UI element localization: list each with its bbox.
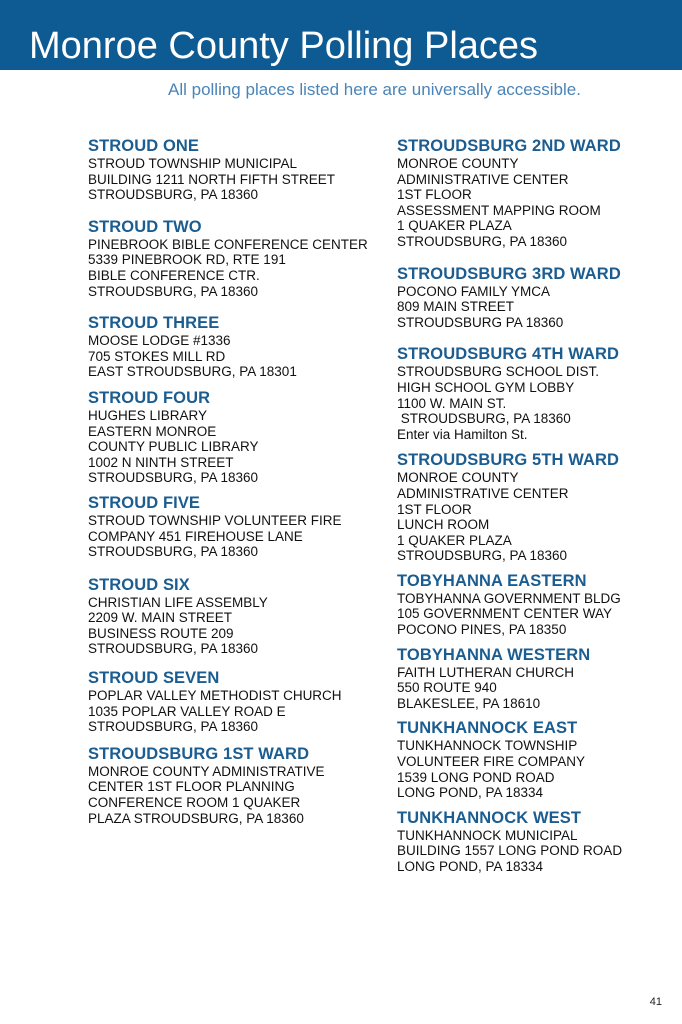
polling-place-entry — [88, 314, 380, 380]
polling-place-name: TUNKHANNOCK WEST — [397, 808, 582, 827]
address-line: MOOSE LODGE #1336 — [88, 333, 231, 349]
address-line: 550 ROUTE 940 — [397, 680, 497, 696]
polling-place-entry — [88, 137, 380, 203]
header-banner — [0, 0, 682, 70]
address-line: STROUDSBURG, PA 18360 — [88, 187, 259, 203]
polling-place-entry — [88, 389, 380, 486]
address-line: MONROE COUNTY — [397, 156, 519, 171]
address-line: COMPANY 451 FIREHOUSE LANE — [88, 528, 303, 544]
address-line: CHRISTIAN LIFE ASSEMBLY — [88, 594, 268, 610]
polling-place-entry — [397, 451, 667, 564]
polling-place-name: TOBYHANNA WESTERN — [397, 645, 591, 664]
polling-place-entry — [397, 719, 667, 800]
address-line: STROUDSBURG, PA 18360 — [88, 719, 259, 735]
address-line: STROUDSBURG, PA 18360 — [397, 411, 571, 427]
address-line: STROUDSBURG, PA 18360 — [88, 470, 259, 486]
page-title: Monroe County Polling Places — [29, 25, 539, 67]
polling-place-name: STROUDSBURG 2ND WARD — [397, 137, 621, 155]
address-line: COUNTY PUBLIC LIBRARY — [88, 439, 259, 455]
address-line: STROUD TOWNSHIP MUNICIPAL — [88, 156, 298, 171]
address-line: MONROE COUNTY — [397, 470, 519, 486]
page-number: 41 — [649, 996, 662, 1008]
polling-place-entry — [397, 809, 667, 875]
polling-place-name: STROUDSBURG 3RD WARD — [397, 264, 621, 283]
polling-place-entry — [88, 494, 380, 560]
address-line: STROUDSBURG PA 18360 — [397, 314, 564, 330]
polling-place-entry — [397, 646, 667, 712]
polling-place-name: TUNKHANNOCK EAST — [397, 719, 578, 738]
polling-place-name: STROUD SIX — [88, 575, 190, 594]
address-line: 1ST FLOOR — [397, 187, 472, 203]
polling-place-entry — [397, 572, 667, 638]
address-line: POCONO FAMILY YMCA — [397, 283, 551, 299]
address-line: 105 GOVERNMENT CENTER WAY — [397, 606, 613, 622]
left-column — [88, 137, 380, 826]
address-line: Enter via Hamilton St. — [397, 426, 528, 442]
polling-place-entry — [397, 345, 667, 442]
polling-place-name: STROUDSBURG 4TH WARD — [397, 345, 620, 364]
address-line: 1 QUAKER PLAZA — [397, 532, 512, 548]
address-line: STROUDSBURG, PA 18360 — [397, 548, 568, 564]
polling-place-name: TOBYHANNA EASTERN — [397, 571, 587, 590]
address-line: LONG POND, PA 18334 — [397, 859, 544, 874]
polling-place-entry — [397, 265, 667, 331]
address-line: ADMINISTRATIVE CENTER — [397, 171, 569, 187]
address-line: STROUDSBURG, PA 18360 — [88, 641, 259, 657]
address-line: POPLAR VALLEY METHODIST CHURCH — [88, 688, 342, 704]
address-line: CENTER 1ST FLOOR PLANNING — [88, 779, 295, 795]
address-line: PINEBROOK BIBLE CONFERENCE CENTER — [88, 236, 368, 252]
address-line: BUILDING 1557 LONG POND ROAD — [397, 843, 623, 859]
polling-place-entry — [88, 745, 380, 826]
address-line: FAITH LUTHERAN CHURCH — [397, 664, 575, 680]
address-line: HIGH SCHOOL GYM LOBBY — [397, 379, 575, 395]
address-line: ADMINISTRATIVE CENTER — [397, 485, 569, 501]
address-line: TOBYHANNA GOVERNMENT BLDG — [397, 590, 621, 606]
polling-place-entry — [88, 576, 380, 657]
address-line: TUNKHANNOCK MUNICIPAL — [397, 827, 578, 843]
address-line: PLAZA STROUDSBURG, PA 18360 — [88, 810, 304, 826]
polling-place-name: STROUD SEVEN — [88, 669, 220, 688]
polling-place-name: STROUD THREE — [88, 314, 220, 333]
polling-place-name: STROUD TWO — [88, 217, 202, 236]
polling-place-name: STROUDSBURG 5TH WARD — [397, 451, 620, 470]
address-line: STROUDSBURG SCHOOL DIST. — [397, 364, 600, 380]
polling-place-name: STROUD ONE — [88, 137, 200, 155]
address-line: POCONO PINES, PA 18350 — [397, 622, 567, 638]
address-line: STROUDSBURG, PA 18360 — [397, 233, 568, 249]
address-line: 1035 POPLAR VALLEY ROAD E — [88, 703, 286, 719]
address-line: CONFERENCE ROOM 1 QUAKER — [88, 795, 301, 811]
address-line: VOLUNTEER FIRE COMPANY — [397, 754, 586, 770]
address-line: LONG POND, PA 18334 — [397, 785, 544, 801]
page-subtitle: All polling places listed here are universally accessible. — [168, 80, 581, 99]
address-line: 1002 N NINTH STREET — [88, 454, 234, 470]
address-line: 5339 PINEBROOK RD, RTE 191 — [88, 252, 286, 268]
address-line: 1 QUAKER PLAZA — [397, 218, 512, 234]
address-line: 1ST FLOOR — [397, 501, 472, 517]
right-column — [397, 137, 667, 875]
address-line: 1100 W. MAIN ST. — [397, 395, 507, 411]
address-line: 705 STOKES MILL RD — [88, 348, 226, 364]
address-line: STROUDSBURG, PA 18360 — [88, 283, 259, 299]
polling-place-name: STROUDSBURG 1ST WARD — [88, 744, 310, 763]
polling-place-name: STROUD FIVE — [88, 493, 201, 512]
polling-place-name: STROUD FOUR — [88, 388, 211, 407]
address-line: STROUDSBURG, PA 18360 — [88, 544, 259, 560]
address-line: STROUD TOWNSHIP VOLUNTEER FIRE — [88, 512, 342, 528]
address-line: BUILDING 1211 NORTH FIFTH STREET — [88, 171, 336, 187]
polling-place-entry — [397, 137, 667, 250]
address-line: LUNCH ROOM — [397, 517, 490, 533]
address-line: BLAKESLEE, PA 18610 — [397, 695, 541, 711]
address-line: ASSESSMENT MAPPING ROOM — [397, 202, 601, 218]
polling-place-entry — [88, 669, 380, 735]
address-line: BIBLE CONFERENCE CTR. — [88, 267, 260, 283]
address-line: TUNKHANNOCK TOWNSHIP — [397, 738, 578, 754]
address-line: 2209 W. MAIN STREET — [88, 610, 233, 626]
address-line: 809 MAIN STREET — [397, 299, 515, 315]
address-line: EASTERN MONROE — [88, 423, 217, 439]
address-line: 1539 LONG POND ROAD — [397, 769, 555, 785]
polling-place-entry — [88, 218, 380, 299]
address-line: BUSINESS ROUTE 209 — [88, 625, 234, 641]
address-line: MONROE COUNTY ADMINISTRATIVE — [88, 763, 325, 779]
address-line: HUGHES LIBRARY — [88, 407, 208, 423]
address-line: EAST STROUDSBURG, PA 18301 — [88, 364, 297, 380]
